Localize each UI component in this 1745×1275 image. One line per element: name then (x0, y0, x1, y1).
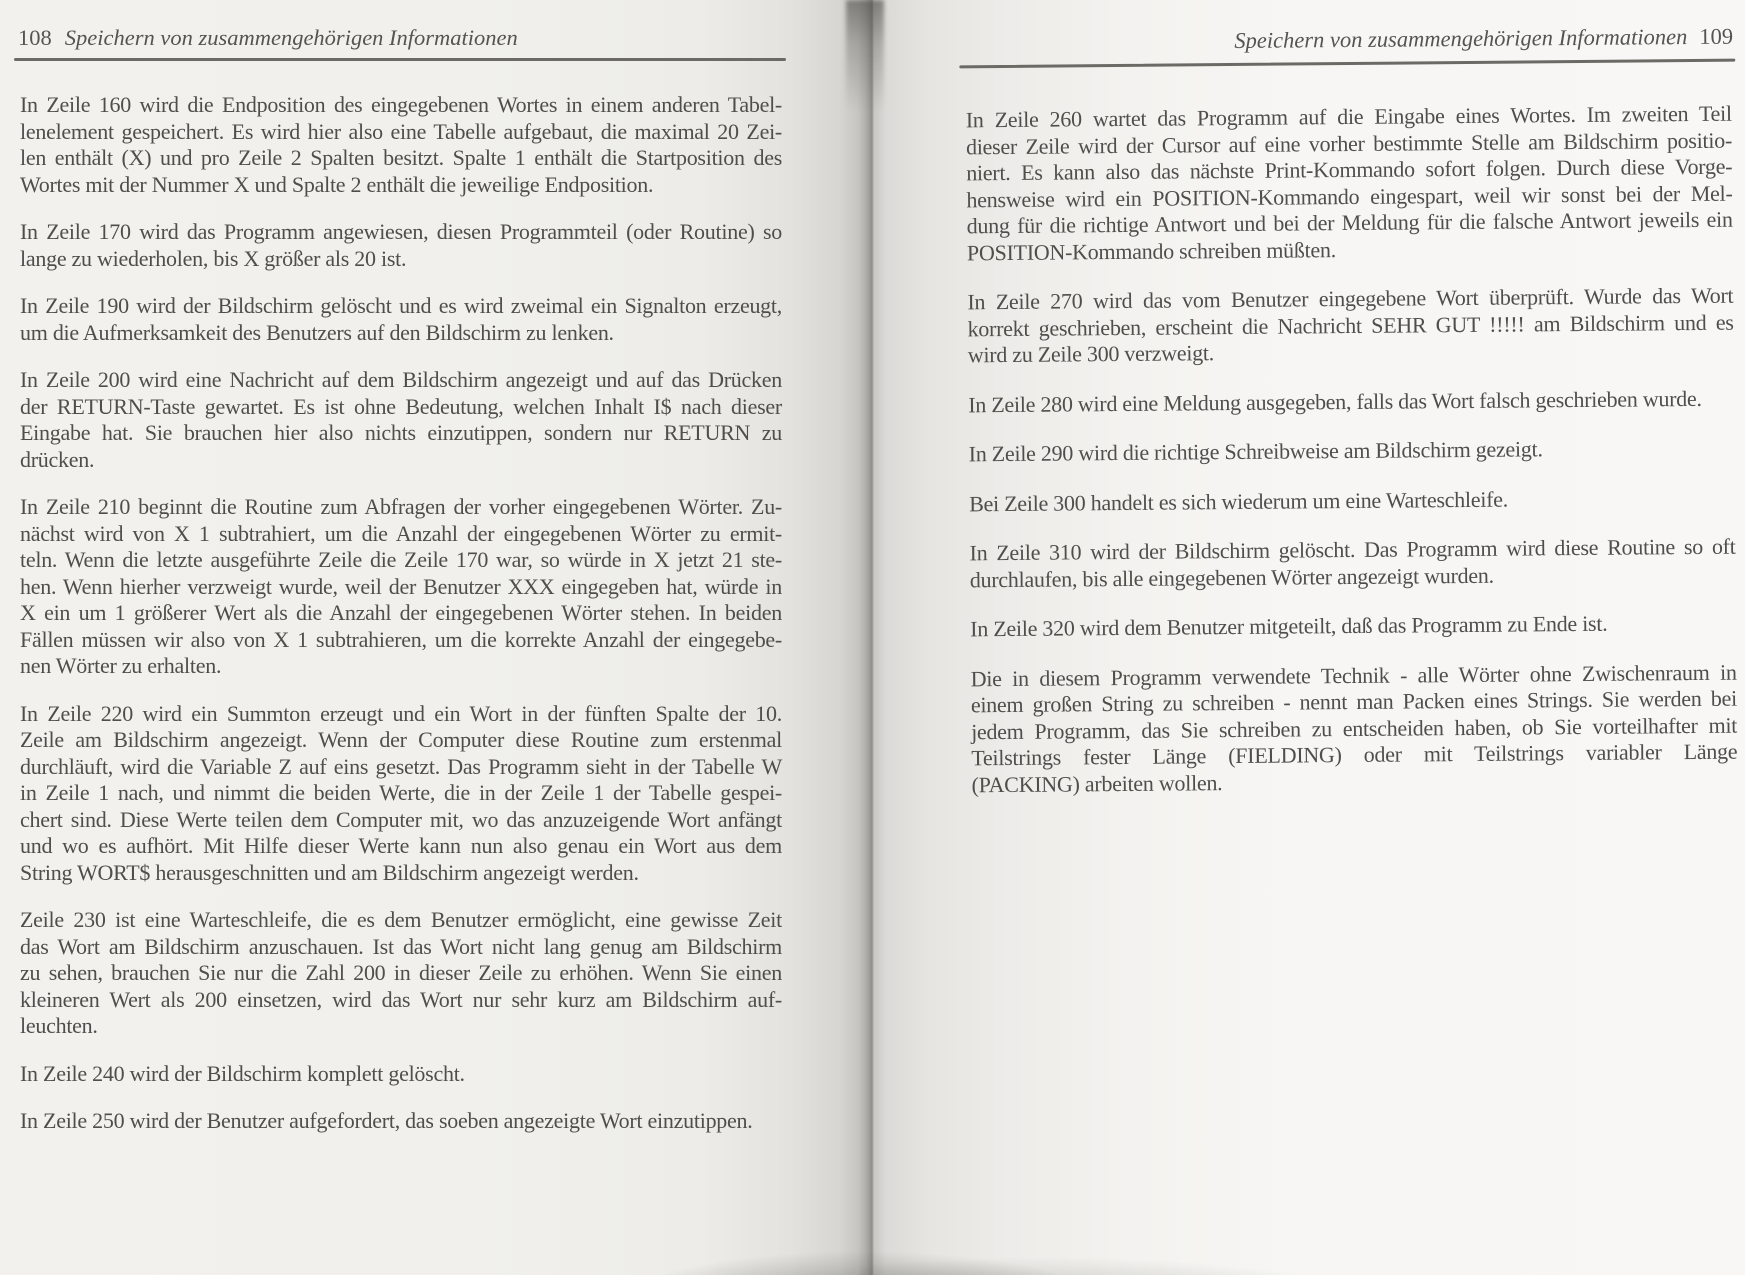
text-line: In Zeile 260 wartet das Programm auf die Eingabe eines Wortes. Im zweiten Teil (965, 100, 1732, 133)
text-line: In Zeile 210 beginnt die Routine zum Abfragen der vorher eingegebenen Wörter. Zu- (20, 494, 782, 519)
text-line: Bei Zeile 300 handelt es sich wiederum um eine Warteschleife. (969, 486, 1509, 516)
text-line: In Zeile 190 wird der Bildschirm gelöscht und es wird zweimal ein Signalton erzeugt, (20, 293, 782, 318)
text-line: leuchten. (20, 1013, 98, 1038)
text-line: kleineren Wert als 200 einsetzen, wird das Wort nur sehr kurz am Bildschirm auf- (20, 986, 782, 1012)
left-page-text (20, 92, 782, 1156)
gutter-shadow-top (846, 0, 884, 110)
text-line: In Zeile 170 wird das Programm angewiesen, diesen Programmteil (oder Routine) so (20, 219, 782, 244)
text-line: lange zu wiederholen, bis X größer als 20 ist. (20, 245, 407, 271)
right-page (963, 25, 1743, 1232)
text-line: hensweise wird ein POSITION-Kommando eingespart, weil wir sonst bei der Mel- (966, 180, 1733, 212)
text-line: nen Wörter zu erhalten. (20, 653, 222, 678)
paragraph (971, 659, 1738, 798)
text-line: (PACKING) arbeiten wollen. (971, 769, 1223, 797)
text-line: dieser Zeile wird der Cursor auf eine vorher bestimmte Stelle am Bildschirm positio- (965, 127, 1733, 159)
text-line: Teilstrings fester Länge (FIELDING) oder mit Teilstrings variabler Länge (971, 738, 1738, 771)
paragraph (966, 101, 1733, 267)
paragraph (968, 385, 1734, 418)
paragraph (969, 534, 1735, 594)
paragraph (20, 494, 782, 680)
paragraph (20, 1061, 782, 1088)
paragraph (969, 435, 1735, 468)
right-page-header (963, 25, 1733, 56)
text-line: wird zu Zeile 300 verzweigt. (967, 340, 1215, 368)
text-line: jedem Programm, das Sie schreiben zu entscheiden haben, ob Sie vorteilhafter mit (971, 712, 1738, 744)
text-line: hen. Wenn hierher verzweigt wurde, weil der Benutzer XXX eingegeben hat, würde in (20, 573, 782, 599)
text-line: len enthält (X) und pro Zeile 2 Spalten besitzt. Spalte 1 enthält die Startposition des (20, 145, 782, 170)
left-header-rule (14, 58, 786, 61)
right-header-rule (959, 59, 1735, 68)
paragraph (20, 293, 782, 346)
text-line: teln. Wenn die letzte ausgeführte Zeile die Zeile 170 war, so würde in X jetzt 21 ste- (20, 547, 782, 572)
text-line: Zeile am Bildschirm angezeigt. Wenn der Computer diese Routine zum erstenmal (20, 727, 782, 752)
text-line: In Zeile 320 wird dem Benutzer mitgeteilt, daß das Programm zu Ende ist. (970, 610, 1608, 642)
text-line: durchlaufen, bis alle eingegebenen Wörter angezeigt wurden. (969, 562, 1494, 592)
text-line: das Wort am Bildschirm anzuschauen. Ist das Wort nicht lang genug am Bildschirm (20, 933, 782, 959)
paragraph (20, 1108, 782, 1135)
right-page-text (966, 101, 1738, 822)
paragraph (969, 484, 1735, 517)
text-line: zu sehen, brauchen Sie nur die Zahl 200 in dieser Zeile zu erhöhen. Wenn Sie einen (20, 960, 782, 985)
text-line: in Zeile 1 nach, und nimmt die beiden Werte, die in der Zeile 1 der Tabelle gespei- (20, 780, 782, 805)
text-line: um die Aufmerksamkeit des Benutzers auf den Bildschirm zu lenken. (20, 319, 614, 345)
text-line: In Zeile 240 wird der Bildschirm komplett gelöscht. (20, 1060, 465, 1086)
text-line: In Zeile 270 wird das vom Benutzer eingegebene Wort überprüft. Wurde das Wort (967, 282, 1734, 315)
text-line: In Zeile 250 wird der Benutzer aufgefordert, das soeben angezeigte Wort einzutippen. (20, 1108, 753, 1133)
text-line: chert sind. Diese Werte teilen dem Computer mit, wo das anzuzeigende Wort anfängt (20, 806, 782, 832)
text-line: niert. Es kann also das nächste Print-Kommando sofort folgen. Durch diese Vorge- (966, 153, 1733, 186)
text-line: durchläuft, wird die Variable Z auf eins gesetzt. Das Programm sieht in der Tabelle W (20, 753, 782, 779)
right-running-title: Speichern von zusammengehörigen Informationen (1234, 24, 1688, 53)
left-page (18, 26, 784, 1226)
text-line: In Zeile 160 wird die Endposition des eingegebenen Wortes in einem anderen Tabel- (20, 92, 782, 117)
left-page-header (18, 26, 784, 50)
paragraph (20, 367, 782, 473)
text-line: Eingabe hat. Sie brauchen hier also nichts einzutippen, sondern nur RETURN zu (20, 420, 782, 445)
text-line: und wo es aufhört. Mit Hilfe dieser Werte kann nun also genau ein Wort aus dem (20, 833, 782, 858)
paragraph (20, 92, 782, 198)
text-line: In Zeile 200 wird eine Nachricht auf dem Bildschirm angezeigt und auf das Drücken (20, 367, 782, 392)
text-line: einem großen String zu schreiben - nennt man Packen eines Strings. Sie werden bei (970, 685, 1737, 718)
left-page-number: 108 (18, 25, 52, 50)
text-line: Die in diesem Programm verwendete Technik - alle Wörter ohne Zwischenraum in (970, 659, 1737, 691)
right-page-number: 109 (1699, 23, 1734, 49)
paragraph (20, 907, 782, 1040)
text-line: In Zeile 220 wird ein Summton erzeugt und ein Wort in der fünften Spalte der 10. (20, 700, 782, 726)
text-line: In Zeile 280 wird eine Meldung ausgegeben, falls das Wort falsch geschrieben wurde. (968, 385, 1702, 417)
paragraph (20, 701, 782, 887)
text-line: dung für die richtige Antwort und bei der Meldung für die falsche Antwort jeweils ein (966, 206, 1733, 239)
text-line: X ein um 1 größerer Wert als die Anzahl der eingegebenen Wörter stehen. In beiden (20, 600, 782, 625)
text-line: drücken. (20, 446, 95, 472)
text-line: Wortes mit der Nummer X und Spalte 2 enthält die jeweilige Endposition. (20, 171, 654, 197)
text-line: lenelement gespeichert. Es wird hier also eine Tabelle aufgebaut, die maximal 20 Zei- (20, 118, 782, 144)
text-line: korrekt geschrieben, erscheint die Nachricht SEHR GUT !!!!! am Bildschirm und es (967, 309, 1734, 341)
left-running-title: Speichern von zusammengehörigen Informationen (64, 25, 518, 50)
paragraph (20, 219, 782, 272)
paragraph (970, 610, 1736, 643)
text-line: der RETURN-Taste gewartet. Es ist ohne Bedeutung, welchen Inhalt I$ nach dieser (20, 393, 782, 419)
text-line: In Zeile 290 wird die richtige Schreibweise am Bildschirm gezeigt. (968, 436, 1543, 467)
text-line: Zeile 230 ist eine Warteschleife, die es dem Benutzer ermöglicht, eine gewisse Zeit (20, 907, 782, 932)
text-line: POSITION-Kommando schreiben müßten. (966, 236, 1337, 265)
text-line: Fällen müssen wir also von X 1 subtrahieren, um die korrekte Anzahl der eingegebe- (20, 626, 782, 652)
text-line: In Zeile 310 wird der Bildschirm gelöscht. Das Programm wird diese Routine so oft (969, 533, 1736, 566)
text-line: String WORT$ herausgeschnitten und am Bildschirm angezeigt werden. (20, 859, 639, 885)
text-line: nächst wird von X 1 subtrahiert, um die Anzahl der eingegebenen Wörter zu ermit- (20, 520, 782, 546)
paragraph (967, 283, 1734, 369)
